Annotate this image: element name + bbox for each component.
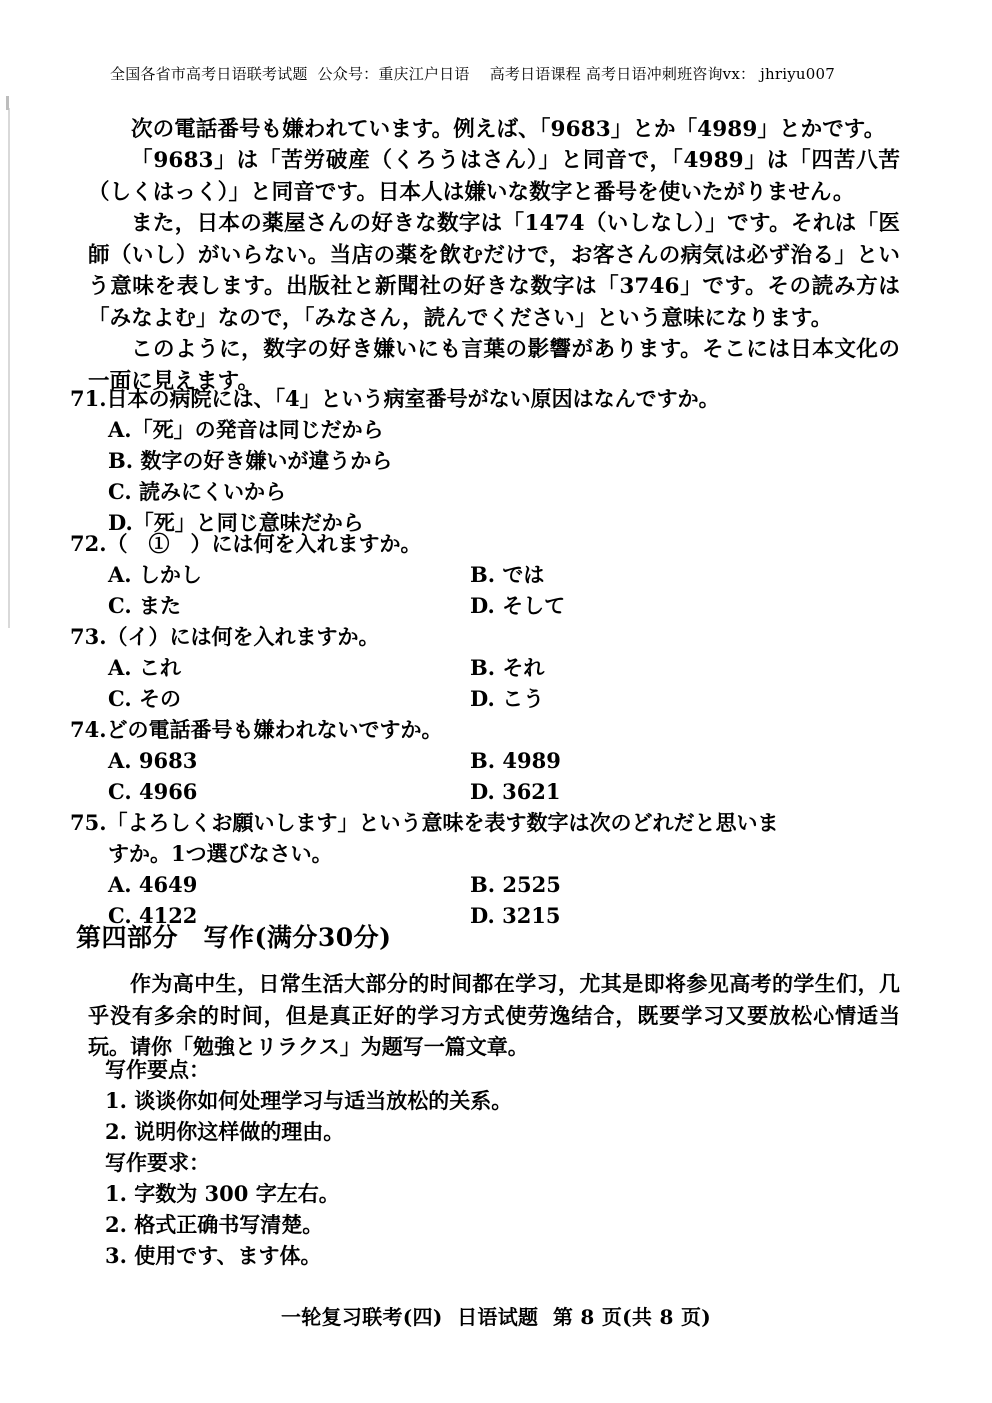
passage-paragraph-3 <box>88 208 900 334</box>
question-75-option-b[interactable]: B. 2525 <box>470 872 561 897</box>
question-71-option-c[interactable]: C. 読みにくいから <box>108 479 286 504</box>
writing-requirement-3: 3. 使用です、ます体。 <box>105 1243 322 1268</box>
question-75-text-line-1: 「よろしくお願いします」という意味を表す数字は次のどれだと思いま <box>106 810 779 835</box>
question-75 <box>70 807 900 931</box>
page-footer: 一轮复习联考(四) 日语试题 第 8 页(共 8 页) <box>280 1305 712 1329</box>
question-75-option-c[interactable]: C. 4122 <box>108 903 198 928</box>
passage-text: 「9683」は「苦労破産（くろうはさん）」と同音で，「4989」は「四苦八苦（しくはっく）」と同音です。日本人は嫌いな数字と番号を使いたがりません。 <box>88 148 900 205</box>
question-75-text-line-2: すか。1つ選びなさい。 <box>108 841 333 866</box>
passage-text: 次の電話番号も嫌われています。例えば、「9683」とか「4989」とかです。 <box>131 117 886 142</box>
question-71-number: 71. <box>70 386 107 411</box>
question-72-stem <box>70 528 900 559</box>
question-71-option-a[interactable]: A.「死」の発音は同じだから <box>108 417 384 442</box>
passage-paragraph-2 <box>88 145 900 208</box>
question-74-text: どの電話番号も嫌われないですか。 <box>106 717 443 742</box>
question-75-option-d[interactable]: D. 3215 <box>470 903 561 928</box>
question-71-option-b[interactable]: B. 数字の好き嫌いが違うから <box>108 448 393 473</box>
question-74-option-b[interactable]: B. 4989 <box>470 748 561 773</box>
question-72-option-c[interactable]: C. また <box>108 593 181 618</box>
writing-points-label: 写作要点： <box>105 1057 210 1082</box>
question-72-number: 72. <box>70 531 107 556</box>
writing-requirements-label: 写作要求： <box>105 1150 210 1175</box>
question-73-text: （イ）には何を入れますか。 <box>106 624 380 649</box>
question-73 <box>70 621 900 714</box>
question-72-text: （ ① ）には何を入れますか。 <box>106 531 422 556</box>
question-74-option-a[interactable]: A. 9683 <box>108 748 198 773</box>
scan-edge-artifact-top <box>6 96 9 110</box>
question-75-option-row-1 <box>70 869 900 900</box>
writing-prompt-text: 作为高中生，日常生活大部分的时间都在学习，尤其是即将参见高考的学生们，几乎没有多余的时间，但是真正好的学习方式使劳逸结合，既要学习又要放松心情适当玩。请你「勉強とリラクス」为题写一篇文章。 <box>88 971 900 1059</box>
writing-requirement-2: 2. 格式正确书写清楚。 <box>105 1212 324 1237</box>
passage-text: また，日本の薬屋さんの好きな数字は「1474（いしなし）」です。それは「医師（いし）がいらない。当店の薬を飲むだけで，お客さんの病気は必ず治る」という意味を表します。出版社と新聞社の好きな数字は「3746」です。その読み方は「みなよむ」なので，「みなさん，読んでください」という意味になります。 <box>88 211 900 331</box>
passage-text: このように，数字の好き嫌いにも言葉の影響があります。そこには日本文化の一面に見えます。 <box>88 337 900 394</box>
question-74-option-row-2 <box>70 776 900 807</box>
question-74 <box>70 714 900 807</box>
question-73-stem <box>70 621 900 652</box>
question-72-option-d[interactable]: D. そして <box>470 593 566 618</box>
question-75-stem <box>70 807 900 869</box>
question-74-option-d[interactable]: D. 3621 <box>470 779 561 804</box>
question-73-option-row-1 <box>70 652 900 683</box>
writing-prompt <box>88 968 900 1063</box>
question-72-option-a[interactable]: A. しかし <box>108 562 202 587</box>
question-72-option-row-1 <box>70 559 900 590</box>
part-four-heading: 第四部分 写作(满分30分) <box>76 923 392 952</box>
question-71-text: 日本の病院には、「4」という病室番号がない原因はなんですか。 <box>106 386 720 411</box>
question-73-option-d[interactable]: D. こう <box>470 686 545 711</box>
question-73-option-a[interactable]: A. これ <box>108 655 181 680</box>
question-71 <box>70 383 900 538</box>
writing-requirement-1: 1. 字数为 300 字左右。 <box>105 1181 340 1206</box>
writing-point-2: 2. 说明你这样做的理由。 <box>105 1119 345 1144</box>
passage-paragraph-1 <box>88 114 900 146</box>
question-72-option-row-2 <box>70 590 900 621</box>
question-71-option-d[interactable]: D.「死」と同じ意味だから <box>108 510 364 535</box>
question-73-number: 73. <box>70 624 107 649</box>
question-72-option-b[interactable]: B. では <box>470 562 545 587</box>
question-74-number: 74. <box>70 717 107 742</box>
question-74-stem <box>70 714 900 745</box>
page-header-watermark: 全国各省市高考日语联考试题 公众号：重庆江户日语 高考日语课程 高考日语冲刺班咨询vx： jhriyu007 <box>110 65 836 83</box>
writing-point-1: 1. 谈谈你如何处理学习与适当放松的关系。 <box>105 1088 513 1113</box>
question-73-option-b[interactable]: B. それ <box>470 655 545 680</box>
question-75-option-a[interactable]: A. 4649 <box>108 872 198 897</box>
question-72 <box>70 528 900 621</box>
question-73-option-c[interactable]: C. その <box>108 686 181 711</box>
question-74-option-c[interactable]: C. 4966 <box>108 779 198 804</box>
question-74-option-row-1 <box>70 745 900 776</box>
question-71-stem <box>70 383 900 414</box>
scan-edge-artifact <box>8 108 10 628</box>
question-75-number: 75. <box>70 810 107 835</box>
writing-points-list <box>105 1054 805 1271</box>
question-73-option-row-2 <box>70 683 900 714</box>
